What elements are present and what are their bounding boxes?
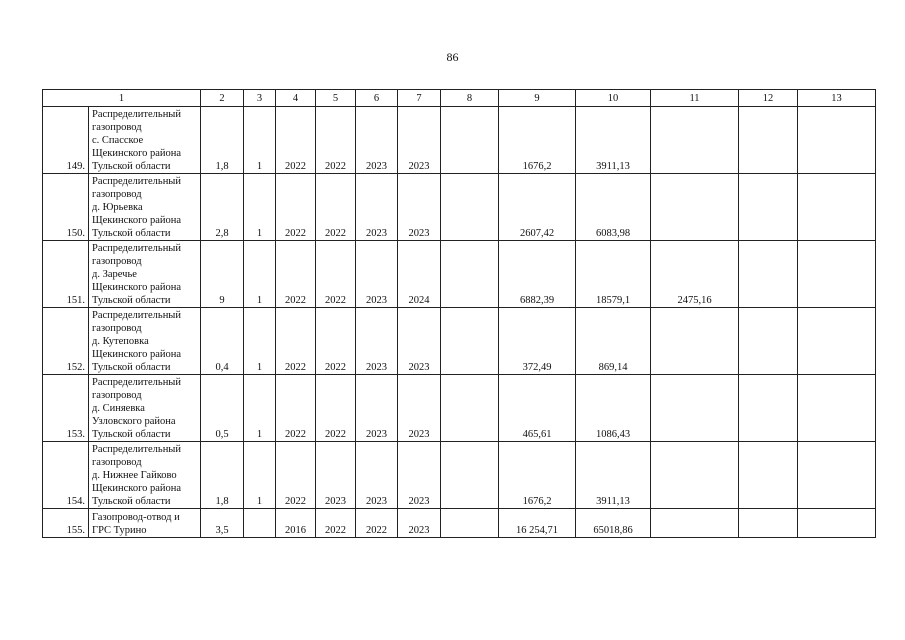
- cell-7: 2023: [398, 174, 441, 241]
- cell-3: [244, 509, 276, 538]
- cell-2: 3,5: [201, 509, 244, 538]
- cell-4: 2022: [276, 308, 316, 375]
- cell-3: 1: [244, 308, 276, 375]
- object-name-line: газопровод: [92, 122, 142, 133]
- object-name-line: Распределительный: [92, 377, 181, 388]
- cell-7: 2023: [398, 107, 441, 174]
- object-name-line: д. Заречье: [92, 269, 137, 280]
- cell-13: [798, 241, 876, 308]
- object-name: [89, 308, 201, 375]
- cell-7: 2023: [398, 509, 441, 538]
- table-row: [43, 442, 876, 509]
- table-row: [43, 375, 876, 442]
- object-name-line: газопровод: [92, 323, 142, 334]
- cell-5: 2022: [316, 174, 356, 241]
- object-name-line: с. Спасское: [92, 135, 144, 146]
- cell-8: [441, 107, 499, 174]
- row-number: 150.: [43, 174, 89, 241]
- object-name-line: Тульской области: [92, 362, 171, 373]
- object-name-line: ГРС Турино: [92, 525, 147, 536]
- cell-12: [739, 442, 798, 509]
- cell-3: 1: [244, 107, 276, 174]
- object-name-line: Распределительный: [92, 310, 181, 321]
- object-name-line: Щекинского района: [92, 349, 182, 360]
- cell-10: 3911,13: [576, 442, 651, 509]
- object-name-line: газопровод: [92, 256, 142, 267]
- cell-13: [798, 107, 876, 174]
- column-header: 3: [244, 90, 276, 107]
- cell-2: 1,8: [201, 442, 244, 509]
- cell-8: [441, 241, 499, 308]
- column-header: 11: [651, 90, 739, 107]
- cell-13: [798, 174, 876, 241]
- cell-8: [441, 308, 499, 375]
- cell-5: 2022: [316, 375, 356, 442]
- object-name-line: Распределительный: [92, 176, 181, 187]
- object-name-line: д. Юрьевка: [92, 202, 143, 213]
- cell-13: [798, 308, 876, 375]
- cell-7: 2023: [398, 442, 441, 509]
- cell-7: 2023: [398, 308, 441, 375]
- object-name-line: Щекинского района: [92, 483, 182, 494]
- object-name-line: газопровод: [92, 390, 142, 401]
- cell-12: [739, 375, 798, 442]
- table-row: [43, 107, 876, 174]
- object-name-line: Тульской области: [92, 161, 171, 172]
- table-row: [43, 174, 876, 241]
- object-name: [89, 375, 201, 442]
- page-number: 86: [446, 50, 459, 64]
- object-name: [89, 241, 201, 308]
- cell-3: 1: [244, 442, 276, 509]
- object-name: [89, 107, 201, 174]
- column-header: 10: [576, 90, 651, 107]
- table-row: [43, 308, 876, 375]
- cell-9: 372,49: [499, 308, 576, 375]
- cell-9: 16 254,71: [499, 509, 576, 538]
- object-name-line: газопровод: [92, 189, 142, 200]
- cell-12: [739, 308, 798, 375]
- cell-13: [798, 442, 876, 509]
- cell-5: 2022: [316, 107, 356, 174]
- header-row: [43, 90, 876, 107]
- cell-9: 2607,42: [499, 174, 576, 241]
- table-row: [43, 509, 876, 538]
- cell-8: [441, 174, 499, 241]
- column-header: 4: [276, 90, 316, 107]
- row-number: 154.: [43, 442, 89, 509]
- cell-9: 1676,2: [499, 442, 576, 509]
- cell-10: 3911,13: [576, 107, 651, 174]
- object-name-line: Распределительный: [92, 109, 181, 120]
- cell-11: [651, 509, 739, 538]
- object-name: [89, 509, 201, 538]
- cell-8: [441, 442, 499, 509]
- column-header: 5: [316, 90, 356, 107]
- cell-8: [441, 509, 499, 538]
- cell-6: 2022: [356, 509, 398, 538]
- object-name-line: Щекинского района: [92, 148, 182, 159]
- object-name-line: Щекинского района: [92, 215, 182, 226]
- cell-11: [651, 308, 739, 375]
- object-name-line: Распределительный: [92, 444, 181, 455]
- cell-2: 2,8: [201, 174, 244, 241]
- cell-5: 2022: [316, 509, 356, 538]
- object-name: [89, 174, 201, 241]
- row-number: 152.: [43, 308, 89, 375]
- cell-12: [739, 107, 798, 174]
- cell-9: 465,61: [499, 375, 576, 442]
- cell-10: 65018,86: [576, 509, 651, 538]
- cell-10: 6083,98: [576, 174, 651, 241]
- cell-2: 0,5: [201, 375, 244, 442]
- object-name-line: д. Кутеповка: [92, 336, 149, 347]
- table-row: [43, 241, 876, 308]
- cell-5: 2023: [316, 442, 356, 509]
- register-table: [42, 89, 876, 538]
- object-name-line: Щекинского района: [92, 282, 182, 293]
- column-header: 2: [201, 90, 244, 107]
- table-body: [43, 107, 876, 538]
- cell-10: 869,14: [576, 308, 651, 375]
- cell-12: [739, 241, 798, 308]
- object-name-line: Газопровод-отвод и: [92, 512, 180, 523]
- cell-3: 1: [244, 375, 276, 442]
- cell-2: 0,4: [201, 308, 244, 375]
- cell-13: [798, 375, 876, 442]
- cell-7: 2023: [398, 375, 441, 442]
- column-header: 7: [398, 90, 441, 107]
- cell-13: [798, 509, 876, 538]
- column-header: 6: [356, 90, 398, 107]
- cell-11: 2475,16: [651, 241, 739, 308]
- cell-6: 2023: [356, 174, 398, 241]
- column-header: 8: [441, 90, 499, 107]
- object-name-line: газопровод: [92, 457, 142, 468]
- cell-6: 2023: [356, 442, 398, 509]
- cell-4: 2022: [276, 442, 316, 509]
- cell-10: 1086,43: [576, 375, 651, 442]
- object-name-line: д. Синяевка: [92, 403, 145, 414]
- object-name-line: Тульской области: [92, 496, 171, 507]
- cell-4: 2022: [276, 241, 316, 308]
- object-name: [89, 442, 201, 509]
- cell-11: [651, 375, 739, 442]
- cell-5: 2022: [316, 241, 356, 308]
- cell-4: 2022: [276, 174, 316, 241]
- column-header: 12: [739, 90, 798, 107]
- cell-2: 1,8: [201, 107, 244, 174]
- object-name-line: Тульской области: [92, 228, 171, 239]
- cell-4: 2022: [276, 375, 316, 442]
- row-number: 149.: [43, 107, 89, 174]
- cell-11: [651, 442, 739, 509]
- object-name-line: Распределительный: [92, 243, 181, 254]
- cell-7: 2024: [398, 241, 441, 308]
- object-name-line: д. Нижнее Гайково: [92, 470, 177, 481]
- cell-2: 9: [201, 241, 244, 308]
- cell-4: 2016: [276, 509, 316, 538]
- cell-8: [441, 375, 499, 442]
- cell-11: [651, 107, 739, 174]
- cell-9: 6882,39: [499, 241, 576, 308]
- cell-11: [651, 174, 739, 241]
- cell-12: [739, 174, 798, 241]
- object-name-line: Тульской области: [92, 295, 171, 306]
- row-number: 155.: [43, 509, 89, 538]
- cell-9: 1676,2: [499, 107, 576, 174]
- cell-6: 2023: [356, 241, 398, 308]
- cell-12: [739, 509, 798, 538]
- cell-5: 2022: [316, 308, 356, 375]
- object-name-line: Тульской области: [92, 429, 171, 440]
- cell-6: 2023: [356, 107, 398, 174]
- cell-6: 2023: [356, 308, 398, 375]
- cell-10: 18579,1: [576, 241, 651, 308]
- object-name-line: Узловского района: [92, 416, 176, 427]
- cell-3: 1: [244, 174, 276, 241]
- row-number: 151.: [43, 241, 89, 308]
- column-header: 13: [798, 90, 876, 107]
- cell-3: 1: [244, 241, 276, 308]
- cell-4: 2022: [276, 107, 316, 174]
- column-header: 9: [499, 90, 576, 107]
- row-number: 153.: [43, 375, 89, 442]
- column-header: 1: [43, 90, 201, 107]
- cell-6: 2023: [356, 375, 398, 442]
